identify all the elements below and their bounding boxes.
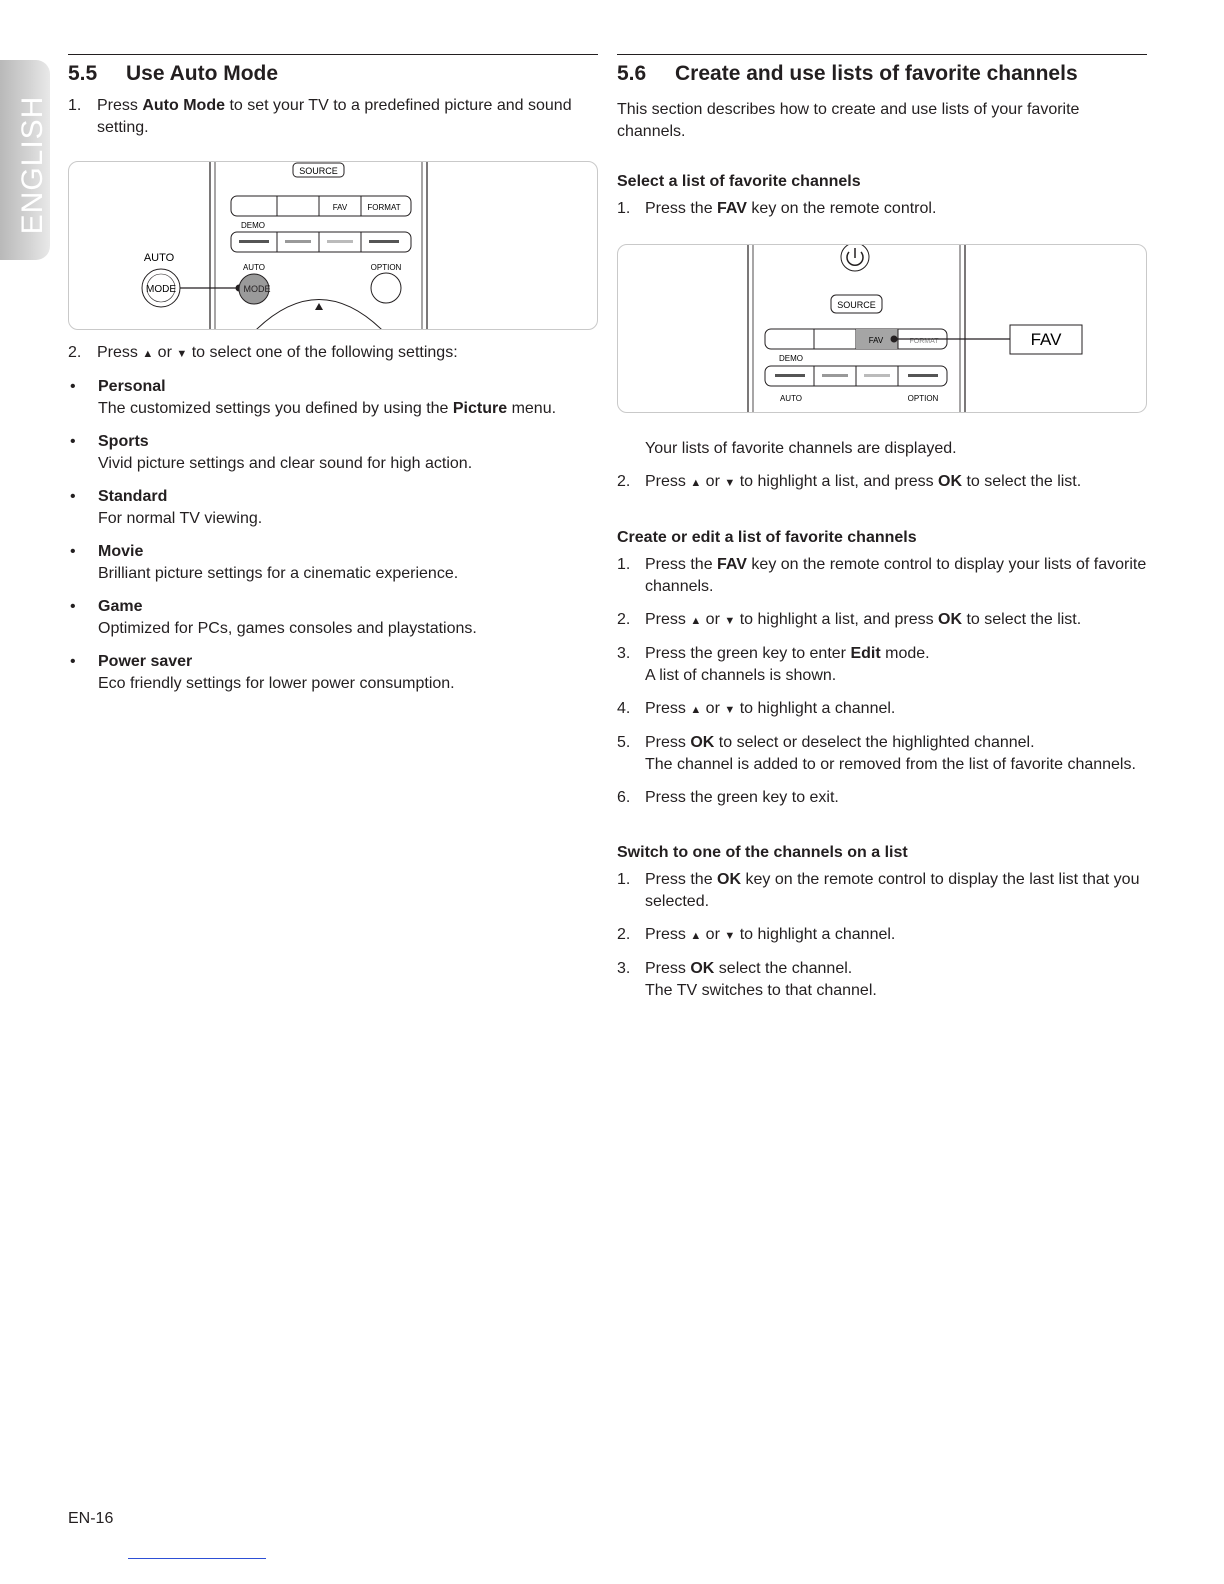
setting-description-text: The customized settings you defined by using the (98, 400, 453, 417)
select-step-2 (617, 471, 1147, 494)
option-button-label: OPTION (370, 263, 402, 272)
setting-movie (68, 541, 598, 585)
step-text: Press the (645, 871, 718, 888)
section-number: 5.6 (617, 62, 647, 85)
section-intro: This section describes how to create and use lists of your favorite channels. (617, 101, 1080, 140)
step-text: to highlight a channel. (735, 700, 896, 717)
right-column (617, 54, 1147, 1002)
setting-description: Optimized for PCs, games consoles and playstations. (98, 620, 477, 637)
bullet: • (70, 378, 76, 395)
up-arrow-icon: ▲ (690, 477, 702, 489)
step-text: or (701, 700, 725, 717)
select-step-1 (617, 198, 1147, 220)
step-number: 1. (617, 200, 631, 217)
setting-title: Personal (98, 378, 166, 395)
menu-name: Picture (452, 400, 508, 417)
step-text: Press the green key to exit. (645, 789, 839, 806)
setting-description (98, 398, 598, 420)
option-button-label: OPTION (907, 394, 939, 403)
mode-button-label: MODE (243, 284, 271, 294)
up-arrow-icon: ▲ (142, 348, 154, 360)
step-number: 6. (617, 789, 631, 806)
step-text: key on the remote control to display the last list that you selected. (645, 871, 1140, 910)
setting-description: Vivid picture settings and clear sound for high action. (98, 455, 473, 472)
key-name: OK (690, 960, 715, 977)
format-button-label: FORMAT (367, 203, 401, 212)
remote-fav-figure (617, 244, 1147, 413)
step-text: or (701, 926, 725, 943)
settings-list (68, 376, 598, 695)
step-text: Press (645, 473, 691, 490)
step-number: 4. (617, 700, 631, 717)
step-text: or (153, 344, 177, 361)
step-text: to highlight a list, and press (735, 473, 939, 490)
create-step-2 (617, 609, 1147, 632)
auto-callout-label: AUTO (143, 252, 175, 264)
bullet: • (70, 653, 76, 670)
step-text: Press (645, 734, 691, 751)
step-text: to select the list. (962, 473, 1082, 490)
fav-lists-displayed-note: Your lists of favorite channels are displayed. (645, 440, 957, 457)
section-rule (68, 54, 598, 55)
bullet: • (70, 488, 76, 505)
setting-description: Eco friendly settings for lower power consumption. (98, 675, 455, 692)
switch-step-2 (617, 924, 1147, 947)
section-number: 5.5 (68, 62, 98, 85)
key-name: FAV (717, 200, 747, 217)
step-text: Press (645, 960, 691, 977)
step-text: Press the (645, 556, 718, 573)
step-text: to select or deselect the highlighted channel. (714, 734, 1035, 751)
step-text: key on the remote control to display your lists of favorite channels. (645, 556, 1147, 595)
subheading-select-list: Select a list of favorite channels (617, 173, 861, 190)
step-number: 2. (617, 473, 631, 490)
step-text: select the channel. (714, 960, 853, 977)
step-text: to select one of the following settings: (187, 344, 458, 361)
setting-description-text: menu. (507, 400, 557, 417)
language-side-tab (0, 60, 50, 260)
step-number: 2. (68, 344, 82, 361)
down-arrow-icon: ▼ (724, 477, 736, 489)
step-text: to highlight a channel. (735, 926, 896, 943)
up-arrow-icon: ▲ (690, 615, 702, 627)
demo-label: DEMO (241, 221, 265, 230)
demo-label: DEMO (779, 354, 803, 363)
setting-description: For normal TV viewing. (98, 510, 263, 527)
step-number: 5. (617, 734, 631, 751)
setting-title: Movie (98, 543, 144, 560)
setting-standard (68, 486, 598, 530)
down-arrow-icon: ▼ (176, 348, 188, 360)
step-text: to set your TV to a predefined picture and sound setting. (97, 97, 572, 136)
mode-name: Edit (850, 645, 881, 662)
create-step-3 (617, 643, 1147, 687)
down-arrow-icon: ▼ (724, 615, 736, 627)
bullet: • (70, 433, 76, 450)
bullet: • (70, 543, 76, 560)
switch-step-3 (617, 958, 1147, 1002)
key-name: FAV (717, 556, 747, 573)
create-steps-list (617, 554, 1147, 809)
setting-title: Standard (98, 488, 168, 505)
auto-button-label: AUTO (242, 263, 266, 272)
auto-button-label: AUTO (779, 394, 803, 403)
page-number: EN-16 (68, 1510, 114, 1527)
switch-step-1 (617, 869, 1147, 913)
step-result: The channel is added to or removed from the list of favorite channels. (645, 756, 1136, 773)
step-number: 2. (617, 611, 631, 628)
step-text: or (701, 611, 725, 628)
switch-steps-list (617, 869, 1147, 1002)
step-text: key on the remote control. (746, 200, 937, 217)
step-text: to highlight a list, and press (735, 611, 939, 628)
key-name: OK (938, 611, 963, 628)
step-2 (68, 342, 598, 365)
up-arrow-icon: ▲ (690, 704, 702, 716)
side-tab-label: ENGLISH (16, 95, 49, 235)
setting-title: Sports (98, 433, 149, 450)
create-step-5 (617, 732, 1147, 776)
down-arrow-icon: ▼ (724, 704, 736, 716)
remote-auto-mode-figure (68, 161, 598, 330)
footer-link-underline (128, 1558, 266, 1559)
step-result: A list of channels is shown. (645, 667, 837, 684)
step-number: 1. (617, 871, 631, 888)
section-heading-favorites (617, 61, 1147, 87)
step-number: 3. (617, 960, 631, 977)
remote-illustration (69, 162, 597, 329)
key-name: OK (690, 734, 715, 751)
step-text: Press the (645, 200, 718, 217)
step-text: Press the green key to enter (645, 645, 851, 662)
remote-illustration (618, 245, 1146, 412)
setting-title: Game (98, 598, 143, 615)
fav-button-label: FAV (332, 203, 348, 212)
setting-sports (68, 431, 598, 475)
key-name: OK (717, 871, 742, 888)
create-step-6 (617, 787, 1147, 809)
fav-button-label: FAV (868, 336, 884, 345)
setting-description: Brilliant picture settings for a cinematic experience. (98, 565, 459, 582)
source-button-label: SOURCE (299, 166, 338, 176)
step-number: 1. (617, 556, 631, 573)
section-rule (617, 54, 1147, 55)
subheading-create-edit-list: Create or edit a list of favorite channels (617, 529, 917, 546)
mode-callout-label: MODE (146, 284, 176, 295)
step-result: The TV switches to that channel. (645, 982, 877, 999)
create-step-4 (617, 698, 1147, 721)
step-text: Press (645, 926, 691, 943)
key-name: Auto Mode (142, 97, 225, 114)
step-text: or (701, 473, 725, 490)
step-number: 2. (617, 926, 631, 943)
step-number: 1. (68, 97, 82, 114)
down-arrow-icon: ▼ (724, 930, 736, 942)
step-1 (68, 95, 598, 139)
step-number: 3. (617, 645, 631, 662)
bullet: • (70, 598, 76, 615)
up-arrow-icon: ▲ (690, 930, 702, 942)
step-text: Press (645, 611, 691, 628)
step-text: Press (97, 97, 143, 114)
step-text: Press (645, 700, 691, 717)
setting-title: Power saver (98, 653, 193, 670)
left-column (68, 54, 598, 695)
setting-personal (68, 376, 598, 420)
setting-game (68, 596, 598, 640)
source-button-label: SOURCE (837, 300, 876, 310)
setting-power-saver (68, 651, 598, 695)
step-text: Press (97, 344, 143, 361)
create-step-1 (617, 554, 1147, 598)
step-text: mode. (880, 645, 930, 662)
step-text: to select the list. (962, 611, 1082, 628)
fav-callout-label: FAV (1030, 330, 1062, 349)
key-name: OK (938, 473, 963, 490)
subheading-switch-channel: Switch to one of the channels on a list (617, 844, 908, 861)
section-title: Create and use lists of favorite channels (675, 62, 1078, 85)
section-title: Use Auto Mode (126, 62, 279, 85)
format-button-label: FORMAT (909, 338, 939, 345)
section-heading-auto-mode (68, 61, 598, 87)
